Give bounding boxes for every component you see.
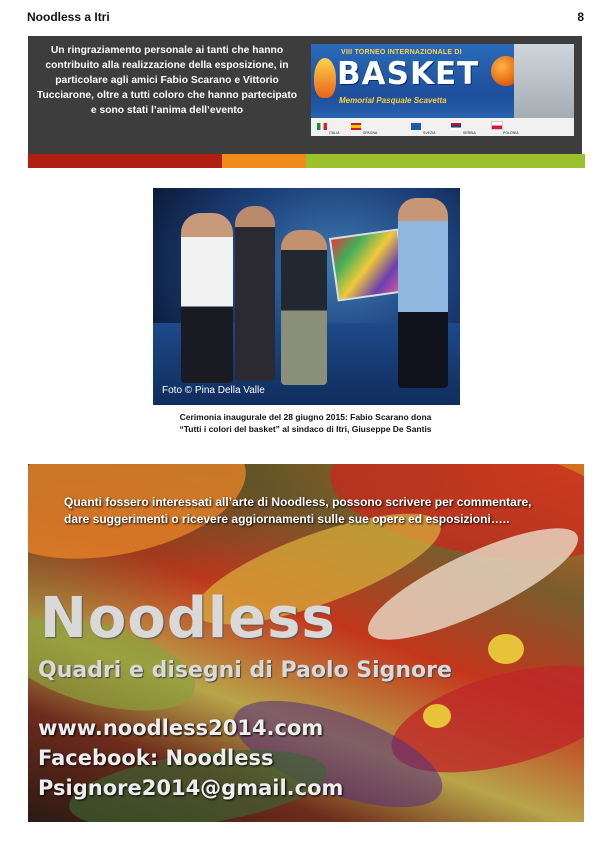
facebook-link[interactable]: Facebook: Noodless: [38, 746, 274, 770]
flame-logo-icon: [314, 58, 336, 98]
flag-label: ITALIA: [329, 131, 340, 135]
painting-gift: [329, 228, 407, 301]
flag-label: SPAGNA: [363, 131, 378, 135]
running-header-title: Noodless a Itri: [27, 10, 110, 24]
basket-tournament-banner: [311, 44, 574, 136]
caption-line-1: Cerimonia inaugurale del 28 giugno 2015: Fabio Scarano dona: [179, 412, 432, 422]
paint-dot: [488, 634, 524, 664]
divider-bar-green: [306, 154, 585, 168]
noodless-artwork-card: [28, 464, 584, 822]
email-link[interactable]: Psignore2014@gmail.com: [38, 776, 344, 800]
caption-line-2: “Tutti i colori del basket” al sindaco di Itri, Giuseppe De Santis: [179, 424, 432, 434]
flag-sweden-icon: [411, 123, 421, 130]
photo-caption: [100, 411, 511, 435]
flags-strip: [311, 118, 574, 136]
person-speaker: [181, 213, 233, 383]
person-donor: [398, 198, 448, 388]
ceremony-photo: [153, 188, 460, 405]
contact-invitation-text: Quanti fossero interessati all’arte di Noodless, possono scrivere per commentare, dare suggerimenti o ricevere aggiornamenti sulle sue opere ed esposizioni…..: [64, 495, 532, 526]
flag-label: SERBIA: [463, 131, 476, 135]
flag-label: SVEZIA: [423, 131, 436, 135]
person-standing: [235, 206, 275, 381]
artist-subtitle: Quadri e disegni di Paolo Signore: [38, 658, 452, 683]
banner-main-text: BASKET: [337, 56, 480, 92]
divider-bar-red: [28, 154, 222, 168]
flag-spain-icon: [351, 123, 361, 130]
page-number: 8: [577, 10, 584, 24]
flag-poland-icon: [491, 121, 503, 130]
divider-bar-orange: [222, 154, 306, 168]
banner-sub-text: Memorial Pasquale Scavetta: [339, 96, 447, 105]
color-divider-bars: [28, 154, 585, 168]
banner-top-text: VIII TORNEO INTERNAZIONALE DI: [341, 49, 462, 56]
flag-label: POLONIA: [503, 131, 519, 135]
flag-italy-icon: [317, 123, 327, 130]
flag-serbia-icon: [451, 123, 461, 130]
thanks-box: [28, 36, 582, 154]
website-link[interactable]: www.noodless2014.com: [38, 716, 324, 740]
thanks-text: Un ringraziamento personale ai tanti che hanno contribuito alla realizzazione della esposizione, in particolare agli amici Fabio Scarano e Vittorio Tucciarone, oltre a tutti coloro che hanno partecipato e sono stati l’anima dell’evento: [36, 45, 298, 116]
paint-dot: [423, 704, 451, 728]
noodless-title: Noodless: [40, 586, 336, 651]
photo-credit: Foto © Pina Della Valle: [162, 385, 265, 396]
person-mayor: [281, 230, 327, 385]
